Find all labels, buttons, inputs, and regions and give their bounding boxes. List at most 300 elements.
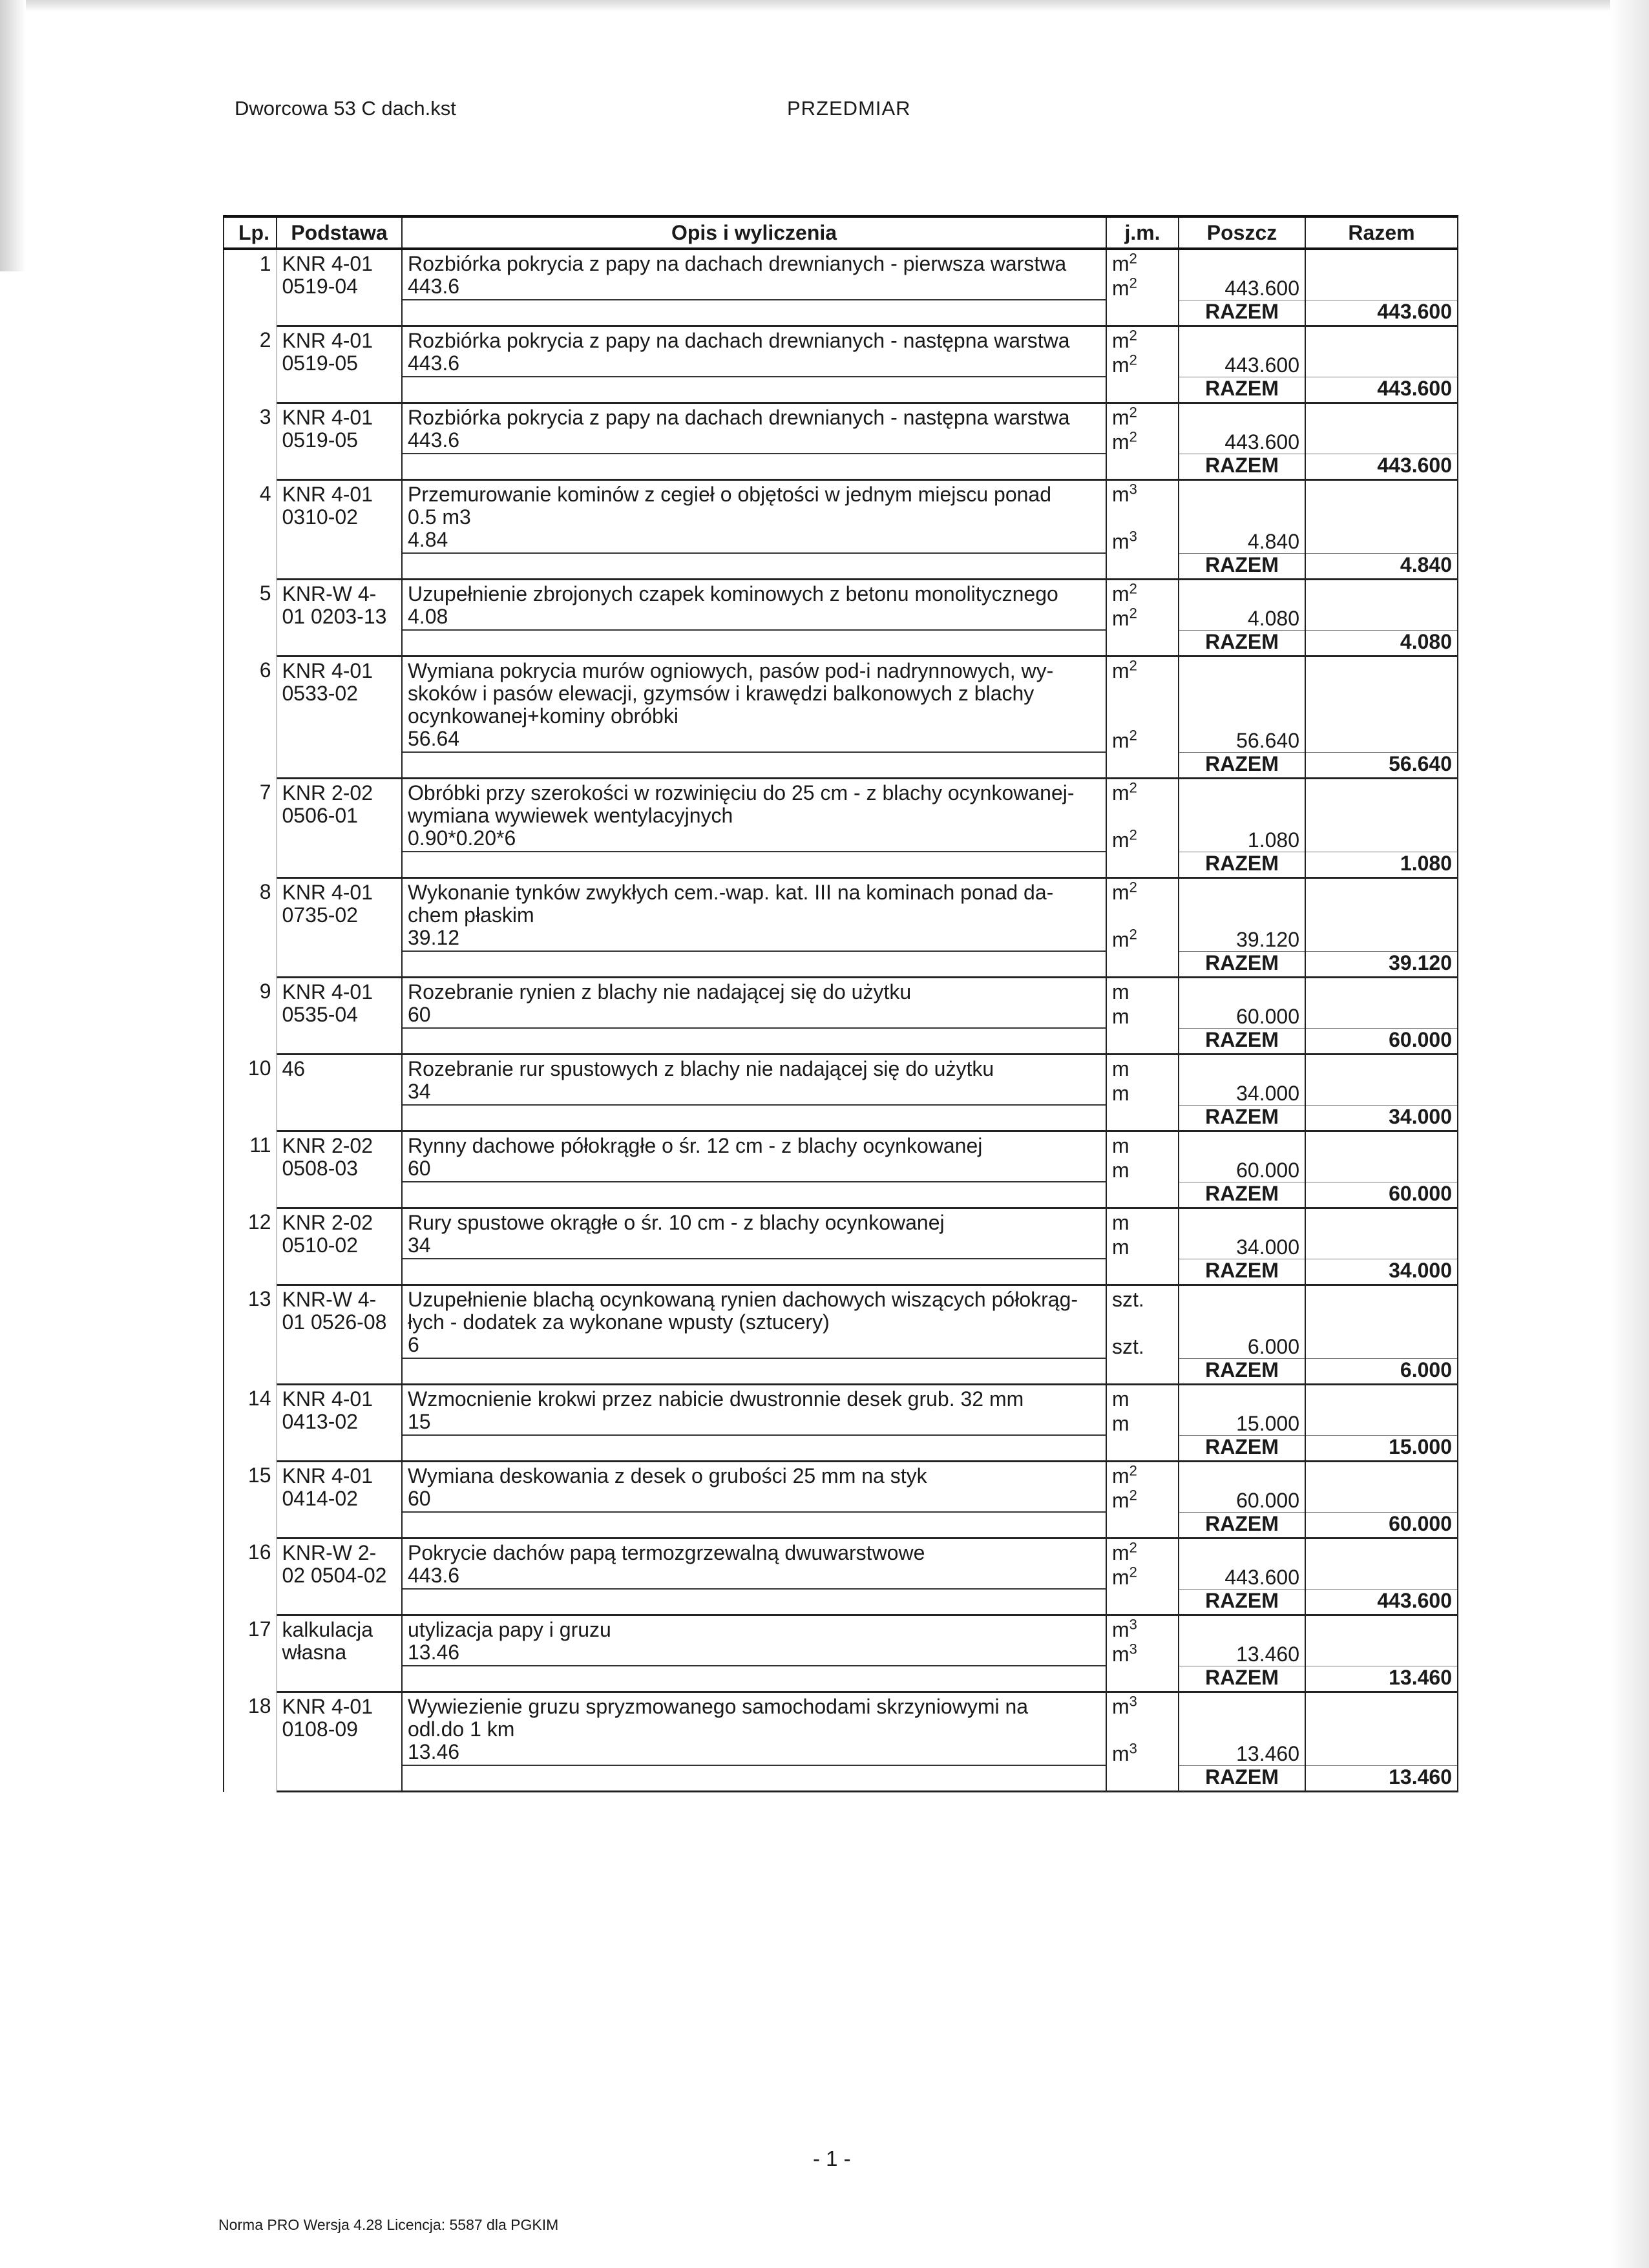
table-row-summary [224, 300, 1458, 326]
unit-exponent: 2 [1129, 1539, 1137, 1556]
row-description-line: Rury spustowe okrągłe o śr. 10 cm - z blachy ocynkowanej [408, 1211, 945, 1234]
table-row-title [224, 978, 1458, 1004]
row-qty-empty [1179, 1615, 1305, 1642]
row-qty-empty [1179, 480, 1305, 529]
row-summary-total: 39.120 [1305, 951, 1458, 978]
row-qty-empty [1179, 1208, 1305, 1235]
row-calculation: 34 [402, 1080, 1106, 1105]
row-summary-base-empty [277, 1765, 402, 1792]
row-base-line: 0506-01 [282, 804, 358, 827]
row-description [402, 878, 1106, 927]
unit-exponent: 3 [1129, 1616, 1137, 1633]
row-summary-base-empty [277, 300, 402, 326]
table-row-calculation [224, 275, 1458, 300]
table-row-summary [224, 1182, 1458, 1208]
row-summary-base-empty [277, 1589, 402, 1615]
row-base-line: KNR 4-01 [282, 659, 373, 682]
row-calc-unit [1106, 1487, 1179, 1512]
row-item-qty: 6.000 [1179, 1334, 1305, 1358]
unit-symbol: m [1112, 781, 1129, 804]
row-summary-base-empty [277, 951, 402, 978]
row-lp: 4 [224, 480, 277, 580]
row-item-qty: 15.000 [1179, 1411, 1305, 1435]
table-row-calculation [224, 1234, 1458, 1259]
row-calc-unit [1106, 1080, 1179, 1105]
row-description [402, 326, 1106, 353]
row-summary-unit-empty [1106, 1028, 1179, 1055]
row-qty-empty [1179, 1462, 1305, 1488]
row-item-qty: 1.080 [1179, 827, 1305, 852]
row-summary-total: 13.460 [1305, 1666, 1458, 1692]
row-summary-total: 443.600 [1305, 1589, 1458, 1615]
row-description [402, 1462, 1106, 1488]
unit-symbol: m [1112, 1005, 1129, 1028]
row-description-line: Wymiana pokrycia murów ogniowych, pasów pod-i nadrynnowych, wy- [408, 659, 1054, 682]
row-calc-unit [1106, 1741, 1179, 1765]
row-base [277, 878, 402, 952]
row-total-empty [1305, 1055, 1458, 1081]
row-summary-base-empty [277, 454, 402, 480]
row-summary-label: RAZEM [1179, 1105, 1305, 1131]
row-base [277, 249, 402, 300]
table-row-calculation [224, 827, 1458, 852]
row-description [402, 656, 1106, 728]
row-summary-total: 13.460 [1305, 1765, 1458, 1792]
row-total-empty [1305, 352, 1458, 377]
table-row-title [224, 1615, 1458, 1642]
row-description [402, 779, 1106, 828]
table-row-calculation [224, 529, 1458, 553]
row-base-line: KNR 4-01 [282, 881, 373, 904]
row-total-empty [1305, 403, 1458, 430]
table-row-calculation [224, 1411, 1458, 1435]
row-base [277, 1055, 402, 1106]
row-lp: 16 [224, 1538, 277, 1615]
row-summary-desc-empty [402, 300, 1106, 326]
row-unit [1106, 878, 1179, 927]
row-calculation: 0.90*0.20*6 [402, 827, 1106, 852]
table-row-calculation [224, 1080, 1458, 1105]
row-item-qty: 56.640 [1179, 728, 1305, 752]
row-description [402, 1208, 1106, 1235]
row-summary-desc-empty [402, 1666, 1106, 1692]
table-header-row [224, 216, 1458, 249]
row-base-line: KNR 4-01 [282, 329, 373, 352]
row-description-line: utylizacja papy i gruzu [408, 1618, 611, 1641]
row-summary-unit-empty [1106, 1666, 1179, 1692]
row-summary-label: RAZEM [1179, 1512, 1305, 1538]
row-unit [1106, 480, 1179, 529]
row-base [277, 326, 402, 377]
row-total-empty [1305, 1131, 1458, 1158]
row-calculation: 443.6 [402, 275, 1106, 300]
row-summary-unit-empty [1106, 553, 1179, 580]
row-summary-base-empty [277, 1512, 402, 1538]
row-lp: 2 [224, 326, 277, 403]
column-header-unit: j.m. [1106, 216, 1179, 249]
unit-symbol: m [1112, 252, 1129, 275]
row-calc-unit [1106, 1234, 1179, 1259]
unit-exponent: 2 [1129, 404, 1137, 421]
row-calc-unit [1106, 429, 1179, 454]
row-summary-total: 6.000 [1305, 1358, 1458, 1385]
row-unit [1106, 1285, 1179, 1334]
row-summary-label: RAZEM [1179, 1259, 1305, 1285]
row-qty-empty [1179, 1385, 1305, 1411]
row-unit [1106, 326, 1179, 353]
row-calc-unit [1106, 352, 1179, 377]
row-unit [1106, 1615, 1179, 1642]
row-base [277, 1208, 402, 1259]
row-summary-unit-empty [1106, 1765, 1179, 1792]
row-summary-label: RAZEM [1179, 1765, 1305, 1792]
row-total-empty [1305, 529, 1458, 553]
row-summary-desc-empty [402, 1182, 1106, 1208]
row-summary-label: RAZEM [1179, 951, 1305, 978]
table-row-title [224, 580, 1458, 606]
row-base [277, 1385, 402, 1436]
row-lp: 7 [224, 779, 277, 878]
row-summary-unit-empty [1106, 454, 1179, 480]
row-summary-label: RAZEM [1179, 553, 1305, 580]
row-total-empty [1305, 1285, 1458, 1334]
row-total-empty [1305, 927, 1458, 951]
table-row-title [224, 249, 1458, 275]
row-base [277, 1615, 402, 1666]
row-calculation: 443.6 [402, 1564, 1106, 1589]
table-row-title [224, 1385, 1458, 1411]
row-total-empty [1305, 1615, 1458, 1642]
row-calculation: 60 [402, 1157, 1106, 1182]
row-unit [1106, 1208, 1179, 1235]
row-total-empty [1305, 656, 1458, 728]
table-row-calculation [224, 1157, 1458, 1182]
row-lp: 9 [224, 978, 277, 1055]
row-base-line: KNR 4-01 [282, 252, 373, 275]
row-description-line: Przemurowanie kominów z cegieł o objętości w jednym miejscu ponad [408, 483, 1052, 506]
unit-exponent: 2 [1129, 1462, 1137, 1479]
row-calculation: 6 [402, 1334, 1106, 1358]
row-total-empty [1305, 1641, 1458, 1666]
unit-exponent: 2 [1129, 580, 1137, 597]
row-total-empty [1305, 978, 1458, 1004]
table-row-title [224, 1692, 1458, 1741]
row-summary-desc-empty [402, 1105, 1106, 1131]
unit-symbol: m [1112, 1134, 1129, 1157]
row-total-empty [1305, 878, 1458, 927]
unit-symbol: m [1112, 1082, 1129, 1105]
row-item-qty: 443.600 [1179, 429, 1305, 454]
unit-exponent: 2 [1129, 428, 1137, 445]
row-total-empty [1305, 1385, 1458, 1411]
row-calc-unit [1106, 927, 1179, 951]
table-row-title [224, 779, 1458, 828]
unit-symbol: m [1112, 430, 1129, 454]
column-header-description: Opis i wyliczenia [402, 216, 1106, 249]
row-summary-desc-empty [402, 1358, 1106, 1385]
table-row-calculation [224, 1003, 1458, 1028]
row-summary-desc-empty [402, 1435, 1106, 1462]
unit-symbol: m [1112, 1541, 1129, 1564]
row-summary-total: 60.000 [1305, 1182, 1458, 1208]
row-qty-empty [1179, 249, 1305, 275]
row-summary-label: RAZEM [1179, 1589, 1305, 1615]
row-unit [1106, 249, 1179, 275]
row-lp: 15 [224, 1462, 277, 1538]
row-summary-label: RAZEM [1179, 1358, 1305, 1385]
row-calculation: 443.6 [402, 352, 1106, 377]
table-row-calculation [224, 1334, 1458, 1358]
row-total-empty [1305, 580, 1458, 606]
unit-symbol: m [1112, 1464, 1129, 1487]
row-summary-desc-empty [402, 553, 1106, 580]
table-row-summary [224, 1589, 1458, 1615]
row-total-empty [1305, 326, 1458, 353]
unit-exponent: 3 [1129, 1693, 1137, 1710]
row-qty-empty [1179, 580, 1305, 606]
row-qty-empty [1179, 403, 1305, 430]
row-base [277, 1538, 402, 1590]
row-base-line: 0310-02 [282, 505, 358, 529]
row-lp: 10 [224, 1055, 277, 1131]
table-row-summary [224, 852, 1458, 878]
row-summary-unit-empty [1106, 300, 1179, 326]
scan-edge-right [1610, 0, 1649, 2268]
row-unit [1106, 779, 1179, 828]
row-qty-empty [1179, 779, 1305, 828]
unit-symbol: m [1112, 1387, 1129, 1411]
row-unit [1106, 1692, 1179, 1741]
row-total-empty [1305, 1234, 1458, 1259]
column-header-total: Razem [1305, 216, 1458, 249]
row-base-line: 0535-04 [282, 1003, 358, 1026]
row-summary-unit-empty [1106, 377, 1179, 403]
row-description-line: skoków i pasów elewacji, gzymsów i krawędzi balkonowych z blachy [408, 682, 1035, 705]
row-summary-label: RAZEM [1179, 1182, 1305, 1208]
unit-exponent: 2 [1129, 352, 1137, 368]
document-title: PRZEDMIAR [787, 97, 911, 120]
row-qty-empty [1179, 1538, 1305, 1565]
row-summary-total: 4.080 [1305, 630, 1458, 656]
row-base-line: KNR 2-02 [282, 1211, 373, 1234]
row-lp: 3 [224, 403, 277, 480]
row-summary-desc-empty [402, 1512, 1106, 1538]
row-total-empty [1305, 429, 1458, 454]
row-summary-label: RAZEM [1179, 1028, 1305, 1055]
row-unit [1106, 1462, 1179, 1488]
row-base-line: KNR 4-01 [282, 1387, 373, 1411]
row-calculation: 39.12 [402, 927, 1106, 951]
table-row-calculation [224, 1564, 1458, 1589]
row-description-line: Uzupełnienie zbrojonych czapek kominowych z betonu monolitycznego [408, 582, 1058, 605]
unit-symbol: szt. [1112, 1288, 1144, 1311]
row-total-empty [1305, 1157, 1458, 1182]
table-row-summary [224, 1435, 1458, 1462]
row-description [402, 1615, 1106, 1642]
unit-exponent: 2 [1129, 727, 1137, 744]
unit-symbol: m [1112, 353, 1129, 377]
table-row-calculation [224, 1487, 1458, 1512]
row-item-qty: 13.460 [1179, 1741, 1305, 1765]
unit-exponent: 3 [1129, 481, 1137, 498]
unit-symbol: m [1112, 607, 1129, 630]
row-summary-base-empty [277, 1259, 402, 1285]
row-unit [1106, 1538, 1179, 1565]
row-summary-label: RAZEM [1179, 1435, 1305, 1462]
row-item-qty: 13.460 [1179, 1641, 1305, 1666]
row-summary-unit-empty [1106, 852, 1179, 878]
table-row-title [224, 403, 1458, 430]
row-description-line: Obróbki przy szerokości w rozwinięciu do 25 cm - z blachy ocynkowanej- [408, 781, 1075, 804]
row-summary-desc-empty [402, 630, 1106, 656]
row-qty-empty [1179, 1285, 1305, 1334]
table-row-summary [224, 752, 1458, 779]
row-item-qty: 34.000 [1179, 1080, 1305, 1105]
row-item-qty: 60.000 [1179, 1487, 1305, 1512]
row-calc-unit [1106, 1564, 1179, 1589]
unit-exponent: 3 [1129, 1740, 1137, 1757]
row-total-empty [1305, 275, 1458, 300]
table-row-summary [224, 377, 1458, 403]
row-calc-unit [1106, 1641, 1179, 1666]
unit-exponent: 3 [1129, 1641, 1137, 1657]
row-lp: 8 [224, 878, 277, 978]
row-base-line: 0519-05 [282, 352, 358, 375]
row-summary-unit-empty [1106, 630, 1179, 656]
row-item-qty: 443.600 [1179, 275, 1305, 300]
row-base-line: KNR 4-01 [282, 406, 373, 429]
row-summary-total: 60.000 [1305, 1512, 1458, 1538]
unit-exponent: 2 [1129, 1487, 1137, 1504]
row-qty-empty [1179, 326, 1305, 353]
row-summary-desc-empty [402, 852, 1106, 878]
row-summary-base-empty [277, 1182, 402, 1208]
row-summary-base-empty [277, 553, 402, 580]
row-base-line: własna [282, 1641, 347, 1664]
row-lp: 18 [224, 1692, 277, 1792]
unit-exponent: 2 [1129, 275, 1137, 291]
row-base-line: 02 0504-02 [282, 1564, 387, 1587]
row-summary-base-empty [277, 377, 402, 403]
row-summary-unit-empty [1106, 1358, 1179, 1385]
table-row-summary [224, 553, 1458, 580]
row-lp: 5 [224, 580, 277, 656]
row-unit [1106, 656, 1179, 728]
table-row-title [224, 326, 1458, 353]
column-header-lp: Lp. [224, 216, 277, 249]
row-base-line: KNR-W 2- [282, 1541, 377, 1564]
row-calculation: 443.6 [402, 429, 1106, 454]
row-summary-total: 443.600 [1305, 454, 1458, 480]
row-calculation: 13.46 [402, 1641, 1106, 1666]
row-calculation: 56.64 [402, 728, 1106, 752]
table-row-summary [224, 1028, 1458, 1055]
row-total-empty [1305, 249, 1458, 275]
row-base-line: 0519-05 [282, 428, 358, 452]
row-unit [1106, 1131, 1179, 1158]
row-summary-unit-empty [1106, 752, 1179, 779]
row-base [277, 1692, 402, 1766]
table-row-summary [224, 1666, 1458, 1692]
row-description [402, 249, 1106, 275]
table-row-title [224, 656, 1458, 728]
document-file-name: Dworcowa 53 C dach.kst [235, 97, 456, 120]
row-base-line: 0519-04 [282, 275, 358, 298]
row-summary-label: RAZEM [1179, 300, 1305, 326]
row-base-line: 46 [282, 1057, 306, 1080]
row-description [402, 978, 1106, 1004]
table-row-title [224, 1055, 1458, 1081]
unit-symbol: m [1112, 928, 1129, 951]
table-row-calculation [224, 1641, 1458, 1666]
bill-of-quantities-table [223, 215, 1458, 1792]
unit-symbol: m [1112, 1159, 1129, 1182]
row-unit [1106, 580, 1179, 606]
row-base [277, 580, 402, 631]
row-total-empty [1305, 728, 1458, 752]
unit-symbol: m [1112, 1235, 1129, 1259]
row-calculation: 60 [402, 1487, 1106, 1512]
row-description-line: Rozbiórka pokrycia z papy na dachach drewnianych - następna warstwa [408, 406, 1070, 429]
row-calculation: 13.46 [402, 1741, 1106, 1765]
unit-symbol: m [1112, 1566, 1129, 1589]
table-row-calculation [224, 429, 1458, 454]
row-description [402, 1538, 1106, 1565]
row-description-line: Pokrycie dachów papą termozgrzewalną dwuwarstwowe [408, 1541, 925, 1564]
row-summary-total: 56.640 [1305, 752, 1458, 779]
row-summary-total: 443.600 [1305, 300, 1458, 326]
row-summary-label: RAZEM [1179, 454, 1305, 480]
row-description-line: Wywiezienie gruzu spryzmowanego samochodami skrzyniowymi na [408, 1695, 1029, 1718]
unit-exponent: 2 [1129, 779, 1137, 796]
row-total-empty [1305, 1487, 1458, 1512]
unit-exponent: 2 [1129, 327, 1137, 344]
row-item-qty: 60.000 [1179, 1003, 1305, 1028]
row-summary-desc-empty [402, 377, 1106, 403]
row-unit [1106, 978, 1179, 1004]
row-summary-base-empty [277, 1105, 402, 1131]
row-base-line: KNR 4-01 [282, 1695, 373, 1718]
row-item-qty: 443.600 [1179, 352, 1305, 377]
row-summary-desc-empty [402, 752, 1106, 779]
unit-symbol: m [1112, 881, 1129, 904]
row-base-line: 0735-02 [282, 903, 358, 927]
unit-symbol: m [1112, 1695, 1129, 1718]
row-base-line: 0108-09 [282, 1717, 358, 1741]
unit-symbol: m [1112, 1618, 1129, 1641]
row-summary-unit-empty [1106, 1589, 1179, 1615]
row-total-empty [1305, 605, 1458, 630]
row-calc-unit [1106, 1157, 1179, 1182]
row-base-line: KNR 4-01 [282, 483, 373, 506]
row-base-line: 01 0203-13 [282, 605, 387, 628]
row-total-empty [1305, 1003, 1458, 1028]
row-description-line: Rozebranie rynien z blachy nie nadającej się do użytku [408, 980, 912, 1003]
row-base-line: 0414-02 [282, 1487, 358, 1510]
row-summary-desc-empty [402, 1589, 1106, 1615]
row-summary-base-empty [277, 852, 402, 878]
row-summary-unit-empty [1106, 1259, 1179, 1285]
table-row-summary [224, 1259, 1458, 1285]
unit-symbol: m [1112, 828, 1129, 852]
row-qty-empty [1179, 1692, 1305, 1741]
row-base [277, 779, 402, 852]
row-lp: 12 [224, 1208, 277, 1285]
table-row-calculation [224, 352, 1458, 377]
row-description-line: Rozebranie rur spustowych z blachy nie nadającej się do użytku [408, 1057, 994, 1080]
row-base-line: 01 0526-08 [282, 1310, 387, 1334]
row-description-line: chem płaskim [408, 903, 534, 927]
